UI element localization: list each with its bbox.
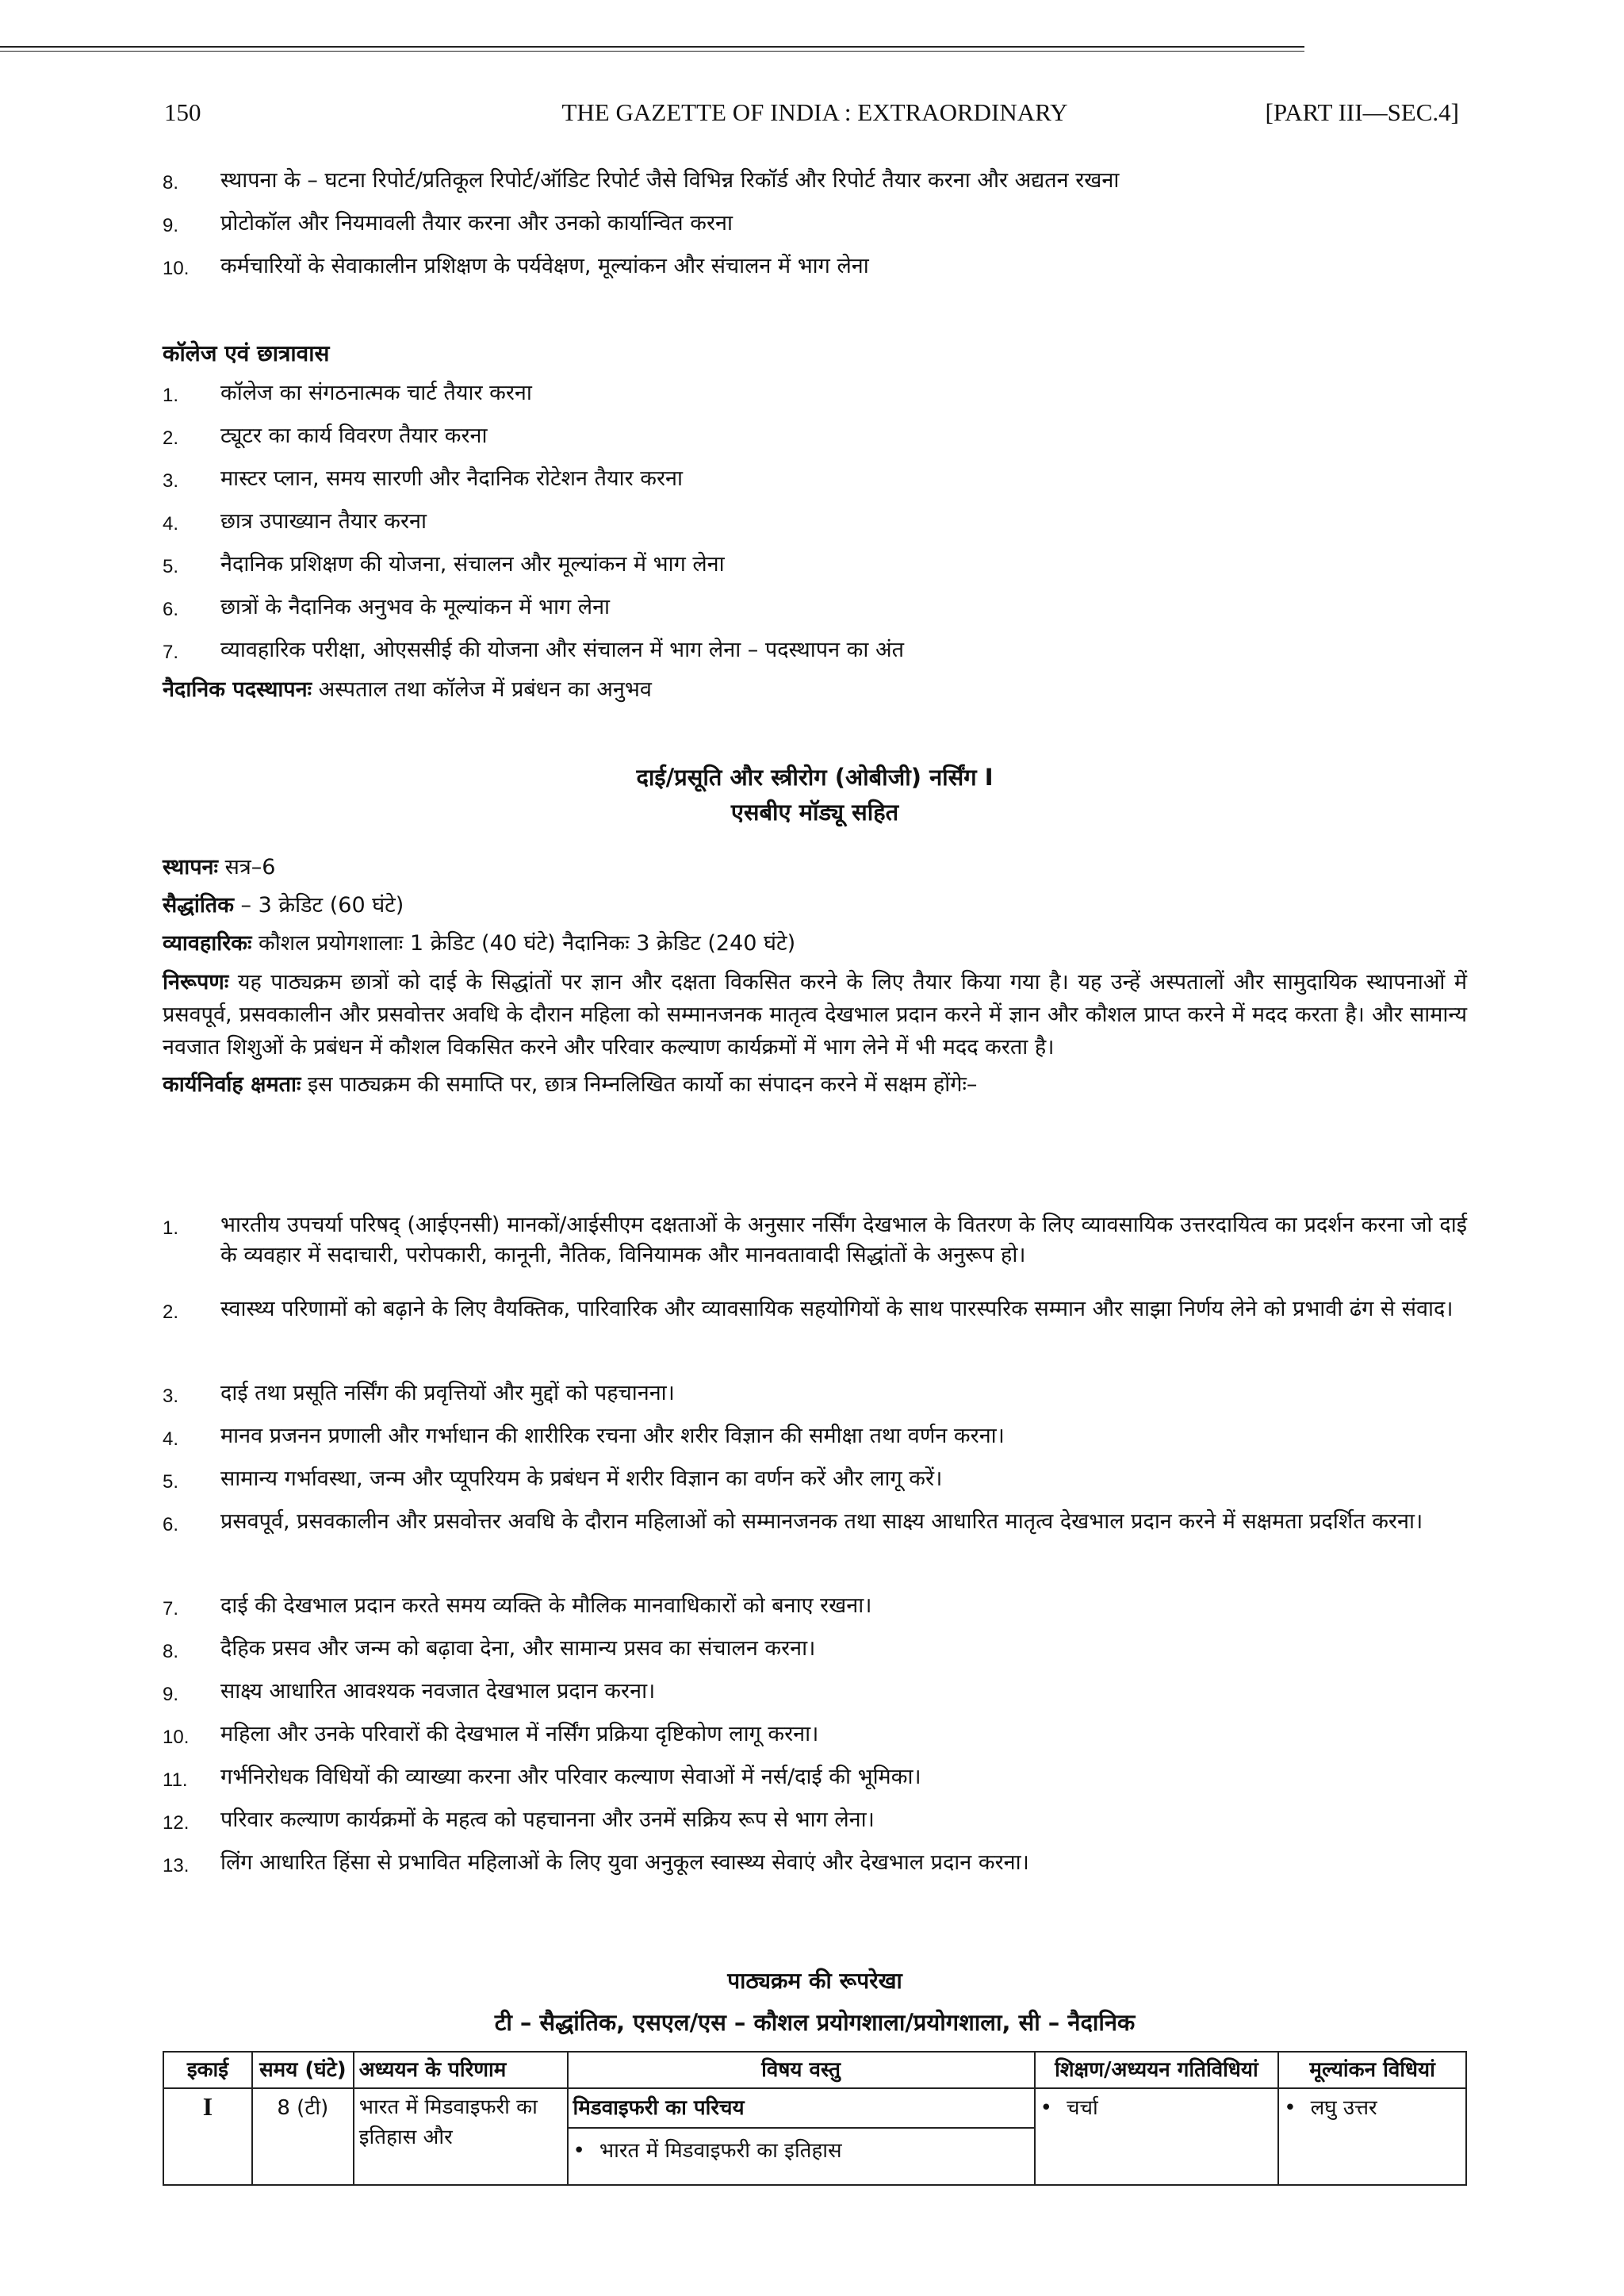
list-item bbox=[163, 506, 1467, 549]
competency-item bbox=[163, 1294, 1467, 1378]
college-section bbox=[163, 338, 1467, 706]
cell-unit: I bbox=[163, 2088, 252, 2185]
description-label: निरूपणः bbox=[163, 970, 229, 995]
list-item bbox=[163, 165, 1467, 208]
top-list bbox=[163, 165, 1467, 293]
item-text: प्रसवपूर्व, प्रसवकालीन और प्रसवोत्तर अवधि के दौरान महिलाओं को सम्मानजनक तथा साक्ष्य आधारित मातृत्व देखभाल प्रदान करने में सक्षमता प्रदर्शित करना। bbox=[220, 1509, 1423, 1534]
placement-text: सत्र–6 bbox=[217, 855, 276, 880]
outline-header bbox=[163, 1964, 1467, 2041]
item-number: 4. bbox=[163, 1428, 179, 1450]
table-header-row bbox=[163, 2052, 1466, 2088]
theory-text: – 3 क्रेडिट (60 घंटे) bbox=[233, 893, 404, 918]
item-number: 7. bbox=[163, 642, 179, 663]
competency-item bbox=[163, 1805, 1467, 1848]
competency-list bbox=[163, 1210, 1467, 1891]
placement-line bbox=[163, 849, 1467, 887]
header-rule-thick bbox=[0, 46, 1304, 48]
cell-activity bbox=[1035, 2088, 1279, 2185]
col-time: समय (घंटे) bbox=[252, 2052, 354, 2088]
list-item bbox=[163, 592, 1467, 634]
item-text: कर्मचारियों के सेवाकालीन प्रशिक्षण के पर्यवेक्षण, मूल्यांकन और संचालन में भाग लेना bbox=[220, 254, 869, 278]
item-text: गर्भनिरोधक विधियों की व्याख्या करना और परिवार कल्याण सेवाओं में नर्स/दाई की भूमिका। bbox=[220, 1765, 921, 1789]
course-info bbox=[163, 849, 1467, 1103]
item-text: परिवार कल्याण कार्यक्रमों के महत्व को पहचानना और उनमें सक्रिय रूप से भाग लेना। bbox=[220, 1807, 875, 1832]
description-text: यह पाठ्यक्रम छात्रों को दाई के सिद्धांतों पर ज्ञान और दक्षता विकसित करने के लिए तैयार किया गया है। यह उन्हें अस्पतालों और सामुदायिक स्थापनाओं में प्रसवपूर्व, प्रसवकालीन और प्रसवोत्तर अवधि के दौरान महिला को सम्मानजनक मातृत्व देखभाल प्रदान करने में ज्ञान और कौशल प्राप्त करने में मदद करता है। और सामान्य नवजात शिशुओं के प्रबंधन में कौशल विकसित करने और परिवार कल्याण कार्यक्रमों में भाग लेने में भी मदद करता है। bbox=[163, 970, 1467, 1060]
item-number: 10. bbox=[163, 258, 190, 279]
competency-item bbox=[163, 1719, 1467, 1762]
item-text: स्थापना के – घटना रिपोर्ट/प्रतिकूल रिपोर्ट/ऑडिट रिपोर्ट जैसे विभिन्न रिकॉर्ड और रिपोर्ट तैयार करना और अद्यतन रखना bbox=[220, 168, 1120, 193]
item-number: 3. bbox=[163, 470, 179, 492]
outline-title: पाठ्यक्रम की रूपरेखा bbox=[727, 1968, 902, 1994]
clinical-placement-line bbox=[163, 674, 1467, 706]
list-item bbox=[163, 378, 1467, 420]
content-heading: मिडवाइफरी का परिचय bbox=[569, 2089, 1034, 2129]
competency-item bbox=[163, 1210, 1467, 1294]
item-number: 1. bbox=[163, 385, 179, 406]
item-number: 5. bbox=[163, 556, 179, 577]
syllabus-table bbox=[163, 2051, 1467, 2186]
item-text: कॉलेज का संगठनात्मक चार्ट तैयार करना bbox=[220, 381, 532, 405]
col-content: विषय वस्तु bbox=[568, 2052, 1035, 2088]
col-assessment: मूल्यांकन विधियां bbox=[1278, 2052, 1466, 2088]
item-text: दाई तथा प्रसूति नर्सिंग की प्रवृत्तियों और मुद्दों को पहचानना। bbox=[220, 1381, 675, 1405]
theory-line bbox=[163, 887, 1467, 925]
competency-intro bbox=[163, 1067, 1467, 1103]
item-number: 6. bbox=[163, 599, 179, 620]
item-text: स्वास्थ्य परिणामों को बढ़ाने के लिए वैयक्तिक, पारिवारिक और व्यावसायिक सहयोगियों के साथ पारस्परिक सम्मान और साझा निर्णय लेने को प्रभावी ढंग से संवाद। bbox=[220, 1297, 1454, 1321]
competency-item bbox=[163, 1762, 1467, 1805]
assessment-bullet: • लघु उत्तर bbox=[1284, 2096, 1377, 2120]
col-outcome: अध्ययन के परिणाम bbox=[354, 2052, 568, 2088]
col-unit: इकाई bbox=[163, 2052, 252, 2088]
table-row bbox=[163, 2088, 1466, 2185]
item-number: 8. bbox=[163, 1641, 179, 1662]
cell-outcome: भारत में मिडवाइफरी का इतिहास और bbox=[354, 2088, 568, 2185]
description-paragraph bbox=[163, 966, 1467, 1064]
item-text: लिंग आधारित हिंसा से प्रभावित महिलाओं के लिए युवा अनुकूल स्वास्थ्य सेवाएं और देखभाल प्रदान करना। bbox=[220, 1850, 1029, 1875]
course-title: दाई/प्रसूति और स्त्रीरोग (ओबीजी) नर्सिंग I bbox=[636, 764, 994, 791]
content-bullet: • भारत में मिडवाइफरी का इतिहास bbox=[569, 2129, 1034, 2173]
col-activity: शिक्षण/अध्ययन गतिविधियां bbox=[1035, 2052, 1279, 2088]
competency-item bbox=[163, 1507, 1467, 1591]
item-text: सामान्य गर्भावस्था, जन्म और प्यूपरियम के प्रबंधन में शरीर विज्ञान का वर्णन करें और लागू करें। bbox=[220, 1466, 943, 1491]
item-number: 7. bbox=[163, 1598, 179, 1619]
item-number: 4. bbox=[163, 513, 179, 535]
practical-line bbox=[163, 925, 1467, 963]
competency-item bbox=[163, 1421, 1467, 1464]
header-rule-thin bbox=[0, 51, 1304, 52]
competency-item bbox=[163, 1848, 1467, 1891]
item-number: 9. bbox=[163, 1684, 179, 1705]
item-text: नैदानिक प्रशिक्षण की योजना, संचालन और मूल्यांकन में भाग लेना bbox=[220, 552, 725, 577]
theory-label: सैद्धांतिक bbox=[163, 893, 234, 918]
item-number: 2. bbox=[163, 427, 179, 449]
item-text: दैहिक प्रसव और जन्म को बढ़ावा देना, और सामान्य प्रसव का संचालन करना। bbox=[220, 1636, 816, 1661]
college-heading: कॉलेज एवं छात्रावास bbox=[163, 340, 330, 366]
item-text: भारतीय उपचर्या परिषद् (आईएनसी) मानकों/आईसीएम दक्षताओं के अनुसार नर्सिंग देखभाल के वितरण के लिए व्यावसायिक उत्तरदायित्व का प्रदर्शन करना जो दाई के व्यवहार में सदाचारी, परोपकारी, कानूनी, नैतिक, विनियामक और मानवतावादी सिद्धांतों के अनुरूप हो। bbox=[220, 1213, 1467, 1267]
clinical-placement-label: नैदानिक पदस्थापनः bbox=[163, 677, 312, 702]
gazette-title: THE GAZETTE OF INDIA : EXTRAORDINARY bbox=[561, 98, 1068, 126]
item-number: 9. bbox=[163, 215, 179, 236]
item-text: व्यावहारिक परीक्षा, ओएससीई की योजना और संचालन में भाग लेना – पदस्थापन का अंत bbox=[220, 638, 904, 662]
cell-assessment bbox=[1278, 2088, 1466, 2185]
page-header bbox=[163, 94, 1467, 133]
item-number: 3. bbox=[163, 1386, 179, 1407]
item-number: 12. bbox=[163, 1812, 190, 1834]
item-text: दाई की देखभाल प्रदान करते समय व्यक्ति के मौलिक मानवाधिकारों को बनाए रखना। bbox=[220, 1593, 872, 1618]
competency-item bbox=[163, 1591, 1467, 1634]
item-text: प्रोटोकॉल और नियमावली तैयार करना और उनको कार्यान्वित करना bbox=[220, 211, 733, 236]
list-item bbox=[163, 420, 1467, 463]
item-number: 6. bbox=[163, 1514, 179, 1535]
item-number: 2. bbox=[163, 1301, 179, 1323]
cell-time: 8 (टी) bbox=[252, 2088, 354, 2185]
item-number: 8. bbox=[163, 172, 179, 194]
competency-item bbox=[163, 1464, 1467, 1507]
competency-item bbox=[163, 1677, 1467, 1719]
item-number: 5. bbox=[163, 1471, 179, 1493]
item-number: 11. bbox=[163, 1769, 188, 1791]
item-text: मानव प्रजनन प्रणाली और गर्भाधान की शारीरिक रचना और शरीर विज्ञान की समीक्षा तथा वर्णन करना। bbox=[220, 1424, 1005, 1448]
item-number: 10. bbox=[163, 1727, 190, 1748]
page-number: 150 bbox=[164, 98, 201, 126]
page bbox=[163, 94, 1467, 2163]
outline-subtitle: टी – सैद्धांतिक, एसएल/एस – कौशल प्रयोगशाला/प्रयोगशाला, सी – नैदानिक bbox=[494, 2009, 1136, 2036]
item-number: 1. bbox=[163, 1217, 179, 1239]
item-text: मास्टर प्लान, समय सारणी और नैदानिक रोटेशन तैयार करना bbox=[220, 466, 684, 491]
part-label: [PART III—SEC.4] bbox=[1265, 98, 1459, 126]
cell-content bbox=[568, 2088, 1035, 2185]
list-item bbox=[163, 463, 1467, 506]
item-text: छात्र उपाख्यान तैयार करना bbox=[220, 509, 427, 534]
placement-label: स्थापनः bbox=[163, 855, 218, 880]
item-text: साक्ष्य आधारित आवश्यक नवजात देखभाल प्रदान करना। bbox=[220, 1679, 656, 1704]
competency-item bbox=[163, 1634, 1467, 1677]
competency-text: इस पाठ्यक्रम की समाप्ति पर, छात्र निम्नलिखित कार्यो का संपादन करने में सक्षम होंगेः– bbox=[301, 1072, 978, 1097]
competency-item bbox=[163, 1378, 1467, 1421]
course-subtitle: एसबीए मॉड्यू सहित bbox=[730, 799, 899, 826]
course-header bbox=[163, 760, 1467, 830]
clinical-placement-text: अस्पताल तथा कॉलेज में प्रबंधन का अनुभव bbox=[312, 677, 652, 702]
item-text: छात्रों के नैदानिक अनुभव के मूल्यांकन में भाग लेना bbox=[220, 595, 611, 619]
practical-text: कौशल प्रयोगशालाः 1 क्रेडिट (40 घंटे) नैदानिकः 3 क्रेडिट (240 घंटे) bbox=[251, 931, 796, 956]
practical-label: व्यावहारिकः bbox=[163, 931, 252, 956]
competency-label: कार्यनिर्वाह क्षमताः bbox=[163, 1072, 301, 1097]
item-number: 13. bbox=[163, 1855, 190, 1876]
list-item bbox=[163, 549, 1467, 592]
item-text: ट्यूटर का कार्य विवरण तैयार करना bbox=[220, 424, 488, 448]
list-item bbox=[163, 634, 1467, 674]
list-item bbox=[163, 251, 1467, 293]
list-item bbox=[163, 208, 1467, 251]
activity-bullet: • चर्चा bbox=[1040, 2096, 1098, 2120]
item-text: महिला और उनके परिवारों की देखभाल में नर्सिंग प्रक्रिया दृष्टिकोण लागू करना। bbox=[220, 1722, 819, 1746]
